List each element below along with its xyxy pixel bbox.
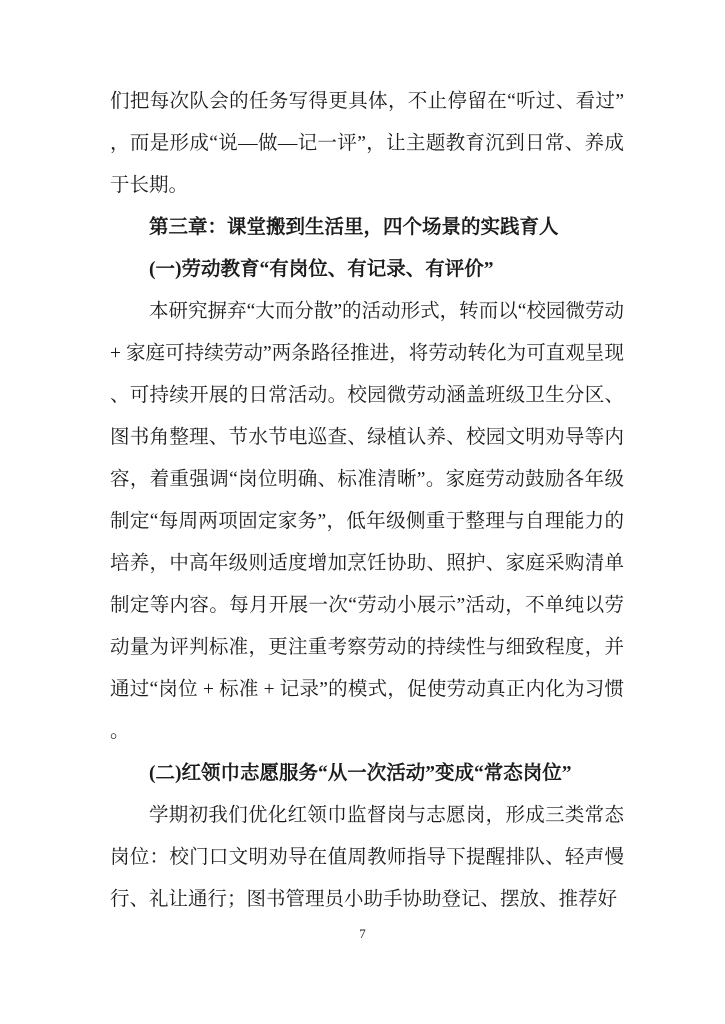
chapter-heading: 第三章：课堂搬到生活里，四个场景的实践育人 bbox=[149, 217, 559, 238]
page-number: 7 bbox=[359, 926, 366, 941]
section-heading-1: (一)劳动教育“有岗位、有记录、有评价” bbox=[149, 259, 494, 280]
body-paragraph-1: 本研究摒弃“大而分散”的活动形式，转而以“校园微劳动 + 家庭可持续劳动”两条路径推进，将劳动转化为可直观呈现、可持续开展的日常活动。校园微劳动涵盖班级卫生分区、图书角整理、节水节电巡查、绿植认养、校园文明劝导等内容，着重强调“岗位明确、标准清晰”。家庭劳动鼓励各年级制定“每周两项固定家务”，低年级侧重于整理与自理能力的培养，中高年级则适度增加烹饪协助、照护、家庭采购清单制定等内容。每月开展一次“劳动小展示”活动，不单纯以劳动量为评判标准，更注重考察劳动的持续性与细致程度，并通过“岗位 + 标准 + 记录”的模式，促使劳动真正内化为习惯。 bbox=[110, 301, 624, 742]
document-content bbox=[110, 81, 624, 921]
page-footer bbox=[0, 924, 725, 944]
section-heading-2: (二)红领巾志愿服务“从一次活动”变成“常态岗位” bbox=[149, 763, 572, 784]
body-paragraph-2: 学期初我们优化红领巾监督岗与志愿岗，形成三类常态岗位：校门口文明劝导在值周教师指导下提醒排队、轻声慢行、礼让通行；图书管理员小助手协助登记、摆放、推荐好 bbox=[110, 805, 624, 910]
body-paragraph-continued: 们把每次队会的任务写得更具体，不止停留在“听过、看过”，而是形成“说—做—记一评”，让主题教育沉到日常、养成于长期。 bbox=[110, 91, 624, 196]
